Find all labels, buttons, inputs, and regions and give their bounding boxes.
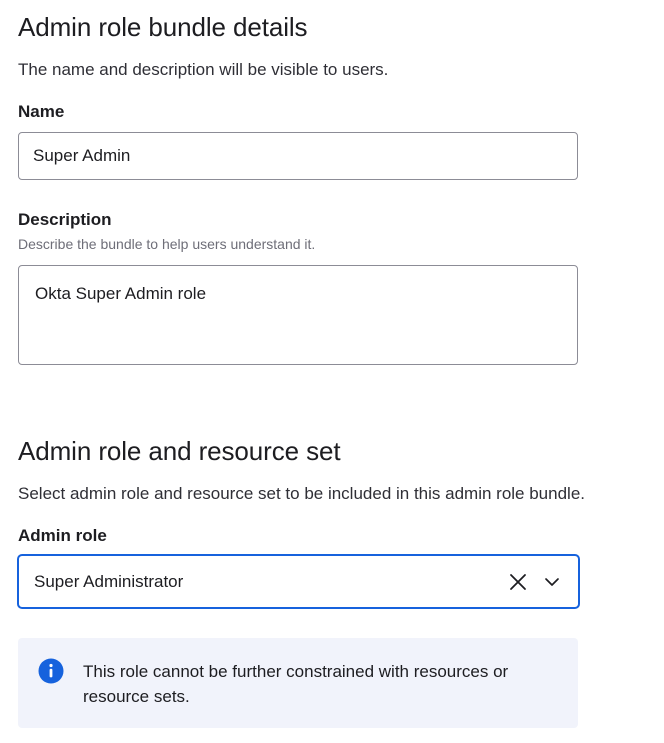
description-hint: Describe the bundle to help users understand it.	[18, 236, 316, 252]
info-icon	[38, 658, 64, 684]
role-section-heading: Admin role and resource set	[18, 436, 341, 466]
close-icon	[508, 572, 528, 592]
description-textarea[interactable]: Okta Super Admin role	[18, 265, 578, 365]
clear-selection-button[interactable]	[507, 571, 529, 593]
name-label: Name	[18, 102, 65, 121]
info-callout	[18, 638, 578, 728]
admin-role-label: Admin role	[18, 526, 107, 545]
callout-text: This role cannot be further constrained with resources or resource sets.	[83, 662, 509, 706]
chevron-down-icon	[543, 573, 561, 591]
description-label: Description	[18, 210, 112, 229]
admin-role-selected-value: Super Administrator	[34, 572, 184, 591]
admin-role-select[interactable]	[18, 555, 579, 608]
name-input[interactable]: Super Admin	[18, 132, 578, 180]
details-subtitle: The name and description will be visible to users.	[18, 60, 389, 79]
role-section-subtitle: Select admin role and resource set to be included in this admin role bundle.	[18, 484, 586, 503]
details-heading: Admin role bundle details	[18, 12, 308, 42]
dropdown-toggle-button[interactable]	[541, 571, 563, 593]
